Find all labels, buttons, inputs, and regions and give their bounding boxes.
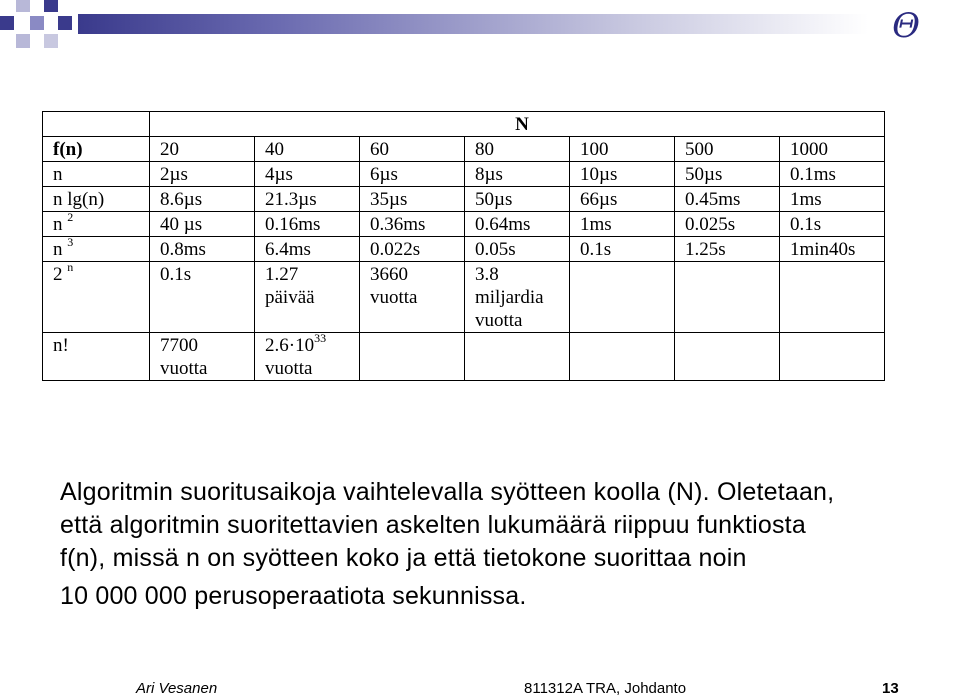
- table-cell: 0.1ms: [780, 162, 885, 187]
- cell-line: 1.27: [265, 264, 299, 285]
- table-cell: 4µs: [255, 162, 360, 187]
- base-text: n: [53, 214, 63, 235]
- table-row: [43, 137, 885, 162]
- table-cell: 0.1s: [780, 212, 885, 237]
- paragraph-line: että algoritmin suoritettavien askelten lukumäärä riippuu funktiosta: [60, 511, 806, 539]
- table-cell: [675, 333, 780, 381]
- table-cell: [465, 333, 570, 381]
- table-cell: [570, 262, 675, 333]
- table-cell: 0.025s: [675, 212, 780, 237]
- table-cell: [43, 262, 150, 333]
- table-cell: 2µs: [150, 162, 255, 187]
- cell-line: 3.8: [475, 264, 499, 285]
- table-cell: [360, 262, 465, 333]
- table-cell: 66µs: [570, 187, 675, 212]
- table-cell: n!: [43, 333, 150, 381]
- table-cell: [255, 333, 360, 381]
- table-cell: 21.3µs: [255, 187, 360, 212]
- table-cell: 0.1s: [570, 237, 675, 262]
- footer-author: Ari Vesanen: [136, 680, 218, 697]
- header-bar: [78, 14, 868, 34]
- table-cell: 20: [150, 137, 255, 162]
- exponent-text: 33: [314, 331, 327, 345]
- cell-line: 3660: [370, 264, 408, 285]
- table-cell: n: [43, 162, 150, 187]
- table-row: [43, 212, 885, 237]
- table-cell: 40 µs: [150, 212, 255, 237]
- table-cell: 1ms: [570, 212, 675, 237]
- cell-line: 2.6·10: [265, 335, 315, 356]
- table-cell: 80: [465, 137, 570, 162]
- table-cell: 1ms: [780, 187, 885, 212]
- exponent-text: 3: [67, 235, 74, 249]
- base-text: n: [53, 239, 63, 260]
- header-decoration: [0, 0, 960, 60]
- cell-line: 7700: [160, 335, 198, 356]
- table-cell: [255, 262, 360, 333]
- table-cell: [780, 262, 885, 333]
- deco-square: [16, 0, 30, 12]
- table-cell: 0.8ms: [150, 237, 255, 262]
- table-cell: 8µs: [465, 162, 570, 187]
- theta-logo-icon: Θ: [892, 6, 920, 46]
- paragraph-line: Algoritmin suoritusaikoja vaihtelevalla syötteen koolla (N). Oletetaan,: [60, 478, 835, 506]
- cell-line: vuotta: [265, 358, 313, 379]
- table-cell: 1.25s: [675, 237, 780, 262]
- table-cell: [675, 262, 780, 333]
- deco-square: [44, 34, 58, 48]
- table-row: [43, 262, 885, 333]
- cell-line: päivää: [265, 287, 315, 308]
- table-cell: n lg(n): [43, 187, 150, 212]
- table-cell: 500: [675, 137, 780, 162]
- table-cell: 50µs: [465, 187, 570, 212]
- table-cell: 50µs: [675, 162, 780, 187]
- cell-line: vuotta: [160, 358, 208, 379]
- table-cell: 1000: [780, 137, 885, 162]
- table-cell: 0.45ms: [675, 187, 780, 212]
- base-text: 2: [53, 264, 63, 285]
- deco-square: [44, 0, 58, 12]
- table-row: [43, 187, 885, 212]
- table-cell: 8.6µs: [150, 187, 255, 212]
- page-number: 13: [882, 680, 899, 697]
- table-cell: [780, 333, 885, 381]
- table-cell: [360, 333, 465, 381]
- table-cell: 0.05s: [465, 237, 570, 262]
- table-cell: 100: [570, 137, 675, 162]
- table-row: [43, 333, 885, 381]
- table-header-row: [43, 112, 885, 137]
- deco-square: [58, 16, 72, 30]
- table-cell: 6µs: [360, 162, 465, 187]
- table-cell: [43, 212, 150, 237]
- cell-line: vuotta: [475, 310, 523, 331]
- table-row: [43, 162, 885, 187]
- table-cell: 60: [360, 137, 465, 162]
- cell-line: vuotta: [370, 287, 418, 308]
- table-corner-cell: [43, 112, 150, 137]
- table-cell: [465, 262, 570, 333]
- table-cell: 0.64ms: [465, 212, 570, 237]
- table-cell: 0.022s: [360, 237, 465, 262]
- table-cell: [150, 333, 255, 381]
- description-paragraph: [60, 476, 920, 613]
- paragraph-line: f(n), missä n on syötteen koko ja että tietokone suorittaa noin: [60, 544, 747, 572]
- table-cell: 40: [255, 137, 360, 162]
- exponent-text: n: [67, 260, 74, 274]
- deco-square: [30, 16, 44, 30]
- table-cell: 10µs: [570, 162, 675, 187]
- table-cell: 35µs: [360, 187, 465, 212]
- cell-line: miljardia: [475, 287, 544, 308]
- table-cell: 0.1s: [150, 262, 255, 333]
- deco-square: [0, 16, 14, 30]
- table-cell: 6.4ms: [255, 237, 360, 262]
- table-cell: 0.16ms: [255, 212, 360, 237]
- deco-square: [16, 34, 30, 48]
- column-group-header: N: [150, 112, 885, 137]
- table-row: [43, 237, 885, 262]
- table-cell: 0.36ms: [360, 212, 465, 237]
- table-cell: 1min40s: [780, 237, 885, 262]
- footer-course: 811312A TRA, Johdanto: [524, 680, 687, 697]
- exponent-text: 2: [67, 210, 74, 224]
- running-time-table: [42, 111, 885, 381]
- table-cell: [570, 333, 675, 381]
- table-cell: f(n): [43, 137, 150, 162]
- paragraph-line: 10 000 000 perusoperaatiota sekunnissa.: [60, 582, 527, 610]
- table-cell: [43, 237, 150, 262]
